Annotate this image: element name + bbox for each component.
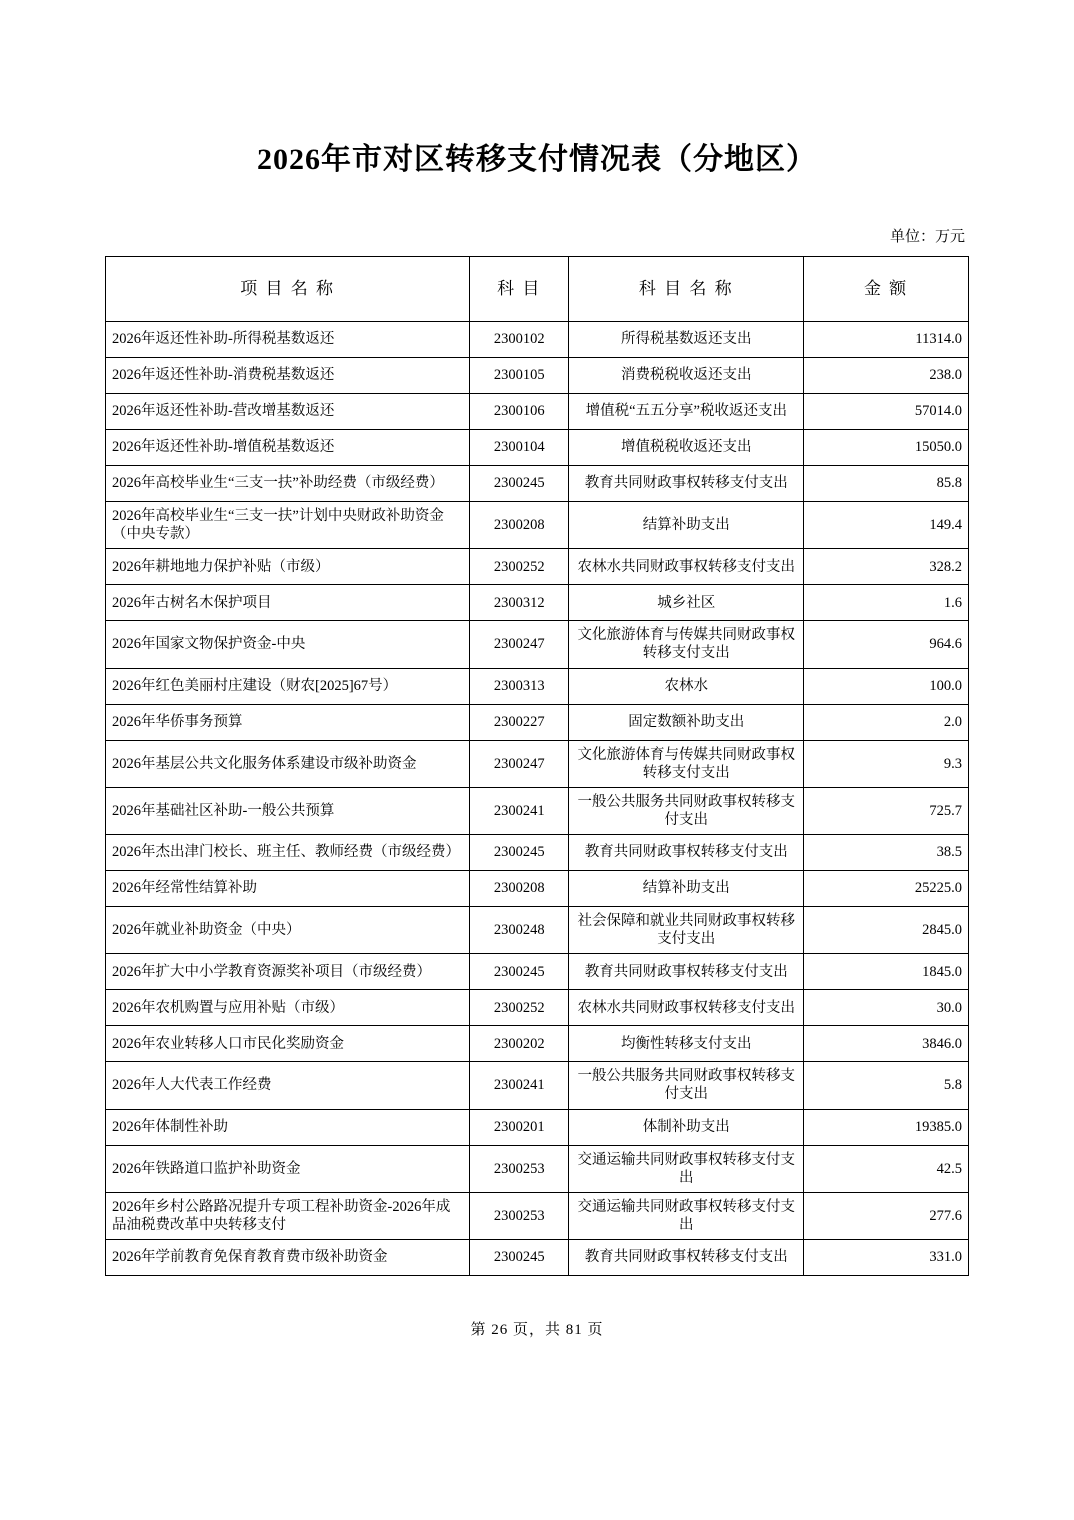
cell-project-name: 2026年学前教育免保育教育费市级补助资金 <box>106 1240 470 1276</box>
table-row <box>106 466 969 502</box>
cell-amount: 42.5 <box>804 1145 969 1192</box>
cell-amount: 725.7 <box>804 787 969 834</box>
cell-amount: 2845.0 <box>804 907 969 954</box>
cell-amount: 5.8 <box>804 1062 969 1109</box>
table-body <box>106 322 969 1276</box>
table-row <box>106 358 969 394</box>
cell-amount: 3846.0 <box>804 1026 969 1062</box>
cell-amount: 149.4 <box>804 502 969 549</box>
cell-amount: 1.6 <box>804 585 969 621</box>
cell-code-name: 增值税“五五分享”税收返还支出 <box>569 394 804 430</box>
cell-project-name: 2026年古树名木保护项目 <box>106 585 470 621</box>
cell-project-name: 2026年体制性补助 <box>106 1109 470 1145</box>
page-footer: 第 26 页，共 81 页 <box>470 1322 604 1338</box>
cell-code-name: 社会保障和就业共同财政事权转移支付支出 <box>569 907 804 954</box>
cell-project-name: 2026年扩大中小学教育资源奖补项目（市级经费） <box>106 954 470 990</box>
cell-code: 2300227 <box>470 704 569 740</box>
cell-amount: 100.0 <box>804 668 969 704</box>
cell-project-name: 2026年杰出津门校长、班主任、教师经费（市级经费） <box>106 835 470 871</box>
cell-project-name: 2026年农业转移人口市民化奖励资金 <box>106 1026 470 1062</box>
cell-project-name: 2026年农机购置与应用补贴（市级） <box>106 990 470 1026</box>
table-row <box>106 704 969 740</box>
cell-project-name: 2026年红色美丽村庄建设（财农[2025]67号） <box>106 668 470 704</box>
table-row <box>106 585 969 621</box>
cell-code-name: 教育共同财政事权转移支付支出 <box>569 835 804 871</box>
cell-code-name: 农林水 <box>569 668 804 704</box>
table-row <box>106 430 969 466</box>
cell-amount: 30.0 <box>804 990 969 1026</box>
cell-code-name: 所得税基数返还支出 <box>569 322 804 358</box>
table-row <box>106 1240 969 1276</box>
table-row <box>106 394 969 430</box>
cell-code-name: 一般公共服务共同财政事权转移支付支出 <box>569 787 804 834</box>
cell-code-name: 交通运输共同财政事权转移支付支出 <box>569 1192 804 1239</box>
cell-project-name: 2026年返还性补助-所得税基数返还 <box>106 322 470 358</box>
table-header-row <box>106 257 969 322</box>
cell-project-name: 2026年耕地地力保护补贴（市级） <box>106 549 470 585</box>
transfer-payment-table <box>105 256 969 1276</box>
cell-code-name: 一般公共服务共同财政事权转移支付支出 <box>569 1062 804 1109</box>
cell-code: 2300245 <box>470 1240 569 1276</box>
table-row <box>106 1109 969 1145</box>
column-header-project-name: 项 目 名 称 <box>106 257 470 322</box>
cell-project-name: 2026年就业补助资金（中央） <box>106 907 470 954</box>
cell-code-name: 教育共同财政事权转移支付支出 <box>569 1240 804 1276</box>
cell-code: 2300208 <box>470 502 569 549</box>
table-row <box>106 835 969 871</box>
cell-code: 2300202 <box>470 1026 569 1062</box>
table-row <box>106 1062 969 1109</box>
cell-code-name: 交通运输共同财政事权转移支付支出 <box>569 1145 804 1192</box>
cell-code: 2300245 <box>470 466 569 502</box>
cell-code-name: 农林水共同财政事权转移支付支出 <box>569 990 804 1026</box>
cell-code: 2300253 <box>470 1145 569 1192</box>
cell-amount: 964.6 <box>804 621 969 668</box>
table-row <box>106 787 969 834</box>
table-row <box>106 1145 969 1192</box>
cell-code: 2300252 <box>470 990 569 1026</box>
cell-code: 2300245 <box>470 954 569 990</box>
cell-project-name: 2026年铁路道口监护补助资金 <box>106 1145 470 1192</box>
cell-code: 2300102 <box>470 322 569 358</box>
cell-amount: 1845.0 <box>804 954 969 990</box>
table-row <box>106 990 969 1026</box>
cell-amount: 2.0 <box>804 704 969 740</box>
cell-code: 2300313 <box>470 668 569 704</box>
cell-amount: 19385.0 <box>804 1109 969 1145</box>
table-row <box>106 502 969 549</box>
cell-code-name: 结算补助支出 <box>569 502 804 549</box>
cell-code-name: 教育共同财政事权转移支付支出 <box>569 466 804 502</box>
cell-code: 2300201 <box>470 1109 569 1145</box>
cell-code: 2300245 <box>470 835 569 871</box>
cell-code: 2300253 <box>470 1192 569 1239</box>
cell-code-name: 消费税税收返还支出 <box>569 358 804 394</box>
table-row <box>106 621 969 668</box>
cell-amount: 25225.0 <box>804 871 969 907</box>
cell-project-name: 2026年经常性结算补助 <box>106 871 470 907</box>
cell-code: 2300312 <box>470 585 569 621</box>
cell-code: 2300104 <box>470 430 569 466</box>
table-row <box>106 954 969 990</box>
cell-code-name: 均衡性转移支付支出 <box>569 1026 804 1062</box>
column-header-code: 科 目 <box>470 257 569 322</box>
cell-project-name: 2026年返还性补助-消费税基数返还 <box>106 358 470 394</box>
cell-project-name: 2026年基层公共文化服务体系建设市级补助资金 <box>106 740 470 787</box>
cell-project-name: 2026年华侨事务预算 <box>106 704 470 740</box>
cell-project-name: 2026年人大代表工作经费 <box>106 1062 470 1109</box>
cell-code-name: 文化旅游体育与传媒共同财政事权转移支付支出 <box>569 621 804 668</box>
column-header-amount: 金 额 <box>804 257 969 322</box>
table-row <box>106 1192 969 1239</box>
cell-code-name: 增值税税收返还支出 <box>569 430 804 466</box>
cell-amount: 85.8 <box>804 466 969 502</box>
cell-project-name: 2026年高校毕业生“三支一扶”计划中央财政补助资金 （中央专款） <box>106 502 470 549</box>
cell-amount: 331.0 <box>804 1240 969 1276</box>
cell-amount: 15050.0 <box>804 430 969 466</box>
table-row <box>106 549 969 585</box>
table-row <box>106 740 969 787</box>
cell-code: 2300252 <box>470 549 569 585</box>
table-row <box>106 907 969 954</box>
page-title: 2026年市对区转移支付情况表（分地区） <box>257 143 817 176</box>
cell-amount: 9.3 <box>804 740 969 787</box>
cell-code: 2300247 <box>470 621 569 668</box>
cell-code: 2300106 <box>470 394 569 430</box>
cell-amount: 38.5 <box>804 835 969 871</box>
cell-amount: 57014.0 <box>804 394 969 430</box>
cell-project-name: 2026年国家文物保护资金-中央 <box>106 621 470 668</box>
cell-code: 2300248 <box>470 907 569 954</box>
cell-code-name: 教育共同财政事权转移支付支出 <box>569 954 804 990</box>
cell-amount: 238.0 <box>804 358 969 394</box>
table-row <box>106 871 969 907</box>
cell-project-name: 2026年基础社区补助-一般公共预算 <box>106 787 470 834</box>
cell-code-name: 城乡社区 <box>569 585 804 621</box>
cell-amount: 328.2 <box>804 549 969 585</box>
table-row <box>106 322 969 358</box>
cell-code-name: 体制补助支出 <box>569 1109 804 1145</box>
cell-code-name: 农林水共同财政事权转移支付支出 <box>569 549 804 585</box>
cell-code: 2300208 <box>470 871 569 907</box>
cell-code-name: 文化旅游体育与传媒共同财政事权转移支付支出 <box>569 740 804 787</box>
cell-code-name: 结算补助支出 <box>569 871 804 907</box>
cell-amount: 11314.0 <box>804 322 969 358</box>
cell-amount: 277.6 <box>804 1192 969 1239</box>
cell-project-name: 2026年高校毕业生“三支一扶”补助经费（市级经费） <box>106 466 470 502</box>
cell-code: 2300105 <box>470 358 569 394</box>
cell-project-name: 2026年返还性补助-增值税基数返还 <box>106 430 470 466</box>
cell-project-name: 2026年乡村公路路况提升专项工程补助资金-2026年成品油税费改革中央转移支付 <box>106 1192 470 1239</box>
cell-code: 2300247 <box>470 740 569 787</box>
table-row <box>106 1026 969 1062</box>
cell-code: 2300241 <box>470 787 569 834</box>
cell-project-name: 2026年返还性补助-营改增基数返还 <box>106 394 470 430</box>
unit-label: 单位：万元 <box>889 229 965 245</box>
cell-code: 2300241 <box>470 1062 569 1109</box>
column-header-code-name: 科 目 名 称 <box>569 257 804 322</box>
cell-code-name: 固定数额补助支出 <box>569 704 804 740</box>
table-row <box>106 668 969 704</box>
